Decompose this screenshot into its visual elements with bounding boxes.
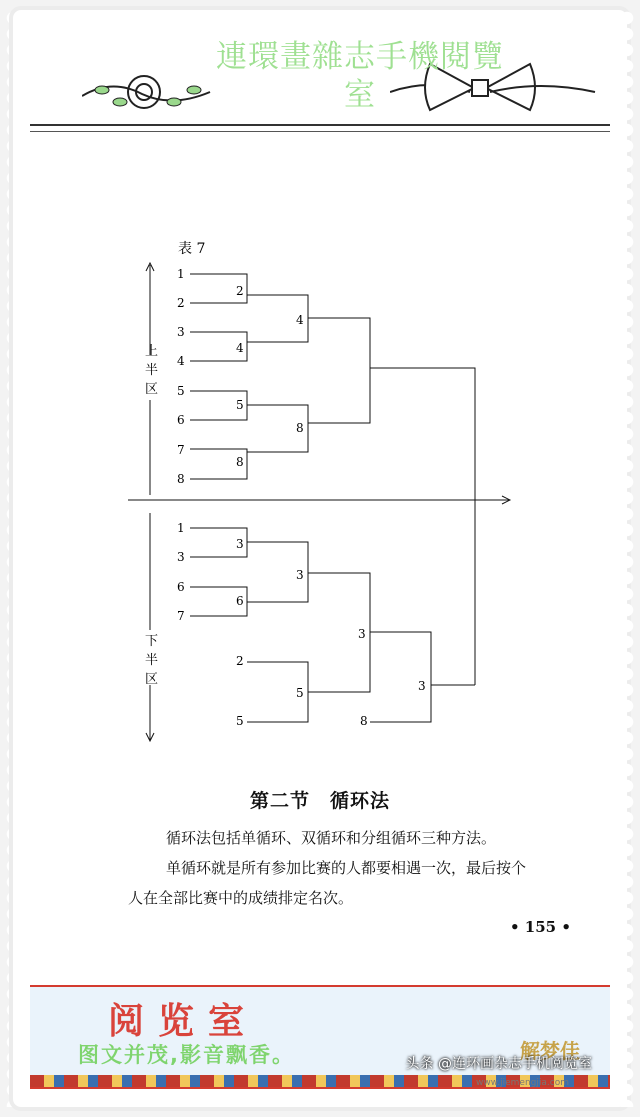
lower-seed: 7 xyxy=(177,609,185,623)
banner-title: 阅览室 xyxy=(108,1001,259,1042)
upper-label-2: 半 xyxy=(145,363,159,378)
lower-r3-winner: 3 xyxy=(296,568,304,582)
section-title: 第二节 循环法 xyxy=(249,790,390,812)
header-rule xyxy=(30,124,610,126)
paragraph: 单循环就是所有参加比赛的人都要相遇一次，最后按个 xyxy=(166,859,527,877)
header-rule-thin xyxy=(30,131,610,132)
page-number: • 155 • xyxy=(510,918,571,936)
figure-caption: 表 7 xyxy=(178,241,206,257)
lower-seed: 6 xyxy=(177,580,185,594)
upper-seed: 1 xyxy=(177,267,185,281)
lower-seed: 2 xyxy=(236,654,244,668)
paragraph: 循环法包括单循环、双循环和分组循环三种方法。 xyxy=(166,829,497,847)
lower-round4-bracket xyxy=(370,632,475,722)
upper-round1-brackets xyxy=(190,274,247,479)
page-header xyxy=(30,38,610,138)
upper-seed: 5 xyxy=(177,384,185,398)
paragraph: 人在全部比赛中的成绩排定名次。 xyxy=(128,889,354,907)
banner-corner-logo: 解梦佳 xyxy=(520,1039,580,1063)
banner-subtitle: 图文并茂,影音飘香。 xyxy=(78,1043,295,1067)
upper-round3-bracket xyxy=(308,318,475,685)
lower-label-3: 区 xyxy=(145,672,159,687)
lower-pair-winner: 5 xyxy=(296,686,304,700)
upper-seed: 8 xyxy=(177,472,185,486)
header-title: 連環畫雜志手機閱覽室 xyxy=(216,39,504,113)
lower-final-winner: 3 xyxy=(418,679,426,693)
upper-seed: 3 xyxy=(177,325,185,339)
upper-seed: 4 xyxy=(177,354,185,368)
upper-seed: 6 xyxy=(177,413,185,427)
upper-r3-winner: 8 xyxy=(296,421,304,435)
upper-label-3: 区 xyxy=(145,382,159,397)
upper-r2-winner: 5 xyxy=(236,398,244,412)
flower-vine-icon xyxy=(82,68,212,118)
site-watermark: www.jiemengjia.com xyxy=(476,1078,569,1088)
lower-r2-winner: 6 xyxy=(236,594,244,608)
lower-seed: 1 xyxy=(177,521,185,535)
lower-label-1: 下 xyxy=(145,634,159,649)
upper-r2-winner: 8 xyxy=(236,455,244,469)
upper-label-1: 上 xyxy=(145,344,159,359)
scalloped-border-right xyxy=(620,10,634,1107)
tournament-bracket xyxy=(120,235,520,745)
upper-r2-winner: 4 xyxy=(236,341,244,355)
upper-seed: 7 xyxy=(177,443,185,457)
lower-seed: 3 xyxy=(177,550,185,564)
reading-room-banner xyxy=(30,985,610,1089)
lower-label-2: 半 xyxy=(145,653,159,668)
lower-r2-winner: 3 xyxy=(236,537,244,551)
lower-seed: 5 xyxy=(236,714,244,728)
upper-r2-winner: 2 xyxy=(236,284,244,298)
upper-seed: 2 xyxy=(177,296,185,310)
lower-r4-winner: 3 xyxy=(358,627,366,641)
lower-seed-b: 8 xyxy=(360,714,368,728)
upper-r3-winner: 4 xyxy=(296,313,304,327)
watermark: 头条 @连环画杂志手机阅览室 xyxy=(405,1056,592,1072)
